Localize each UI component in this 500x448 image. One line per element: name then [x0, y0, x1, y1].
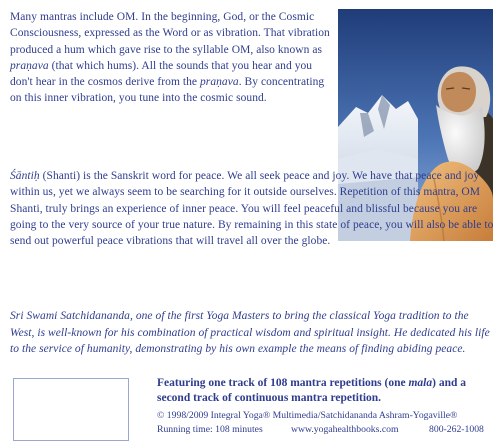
pranava-term-2: praṇava	[200, 76, 239, 89]
info-line	[157, 424, 484, 436]
intro-text-3: . By concentrating on this inner vibration, you tune into the cosmic sound.	[10, 76, 325, 105]
intro-text-1: Many mantras include OM. In the beginning, God, or the Cosmic Consciousness, expressed as the Word or as vibration. That vibration produced a hum which gave rise to the syllable OM, also known as	[10, 11, 330, 56]
biography-paragraph: Sri Swami Satchidananda, one of the first Yoga Masters to bring the classical Yoga tradition to the West, is well-known for his combination of practical wisdom and spiritual insight. He dedicated his life to the service of humanity, demonstrating by his own example the means of finding abiding peace.	[10, 310, 490, 356]
phone-number: 800-262-1008	[429, 424, 484, 435]
shantih-term: Śāntiḥ	[10, 170, 40, 182]
website-link[interactable]: www.yogahealthbooks.com	[291, 424, 399, 435]
feature-text-2: ) and a second track of continuous mantra repetition.	[157, 377, 466, 404]
intro-paragraph	[10, 9, 332, 107]
face	[441, 72, 476, 112]
intro-text-2: (that which hums). All the sounds that you hear and you don't hear in the cosmos derive from the	[10, 59, 313, 89]
placeholder-box	[13, 378, 129, 441]
pranava-term-1: praṇava	[10, 59, 49, 72]
feature-text-1: Featuring one track of 108 mantra repetitions (one	[157, 377, 409, 389]
copyright-line: © 1998/2009 Integral Yoga® Multimedia/Satchidananda Ashram-Yogaville®	[157, 410, 458, 421]
shanti-text: (Shanti) is the Sanskrit word for peace. We all seek peace and joy. We have that peace and joy within us, yet we always seem to be searching for it outside ourselves. Repetition of this mantra, OM Shanti, truly brings an experience of inner peace. You will feel peaceful and blissful because you are going to the very source of your true nature. By remaining in this state of peace, you will also be able to send out powerful peace vibrations that will travel all over the globe.	[10, 170, 494, 248]
running-time: Running time: 108 minutes	[157, 424, 263, 435]
feature-description	[157, 376, 493, 406]
shanti-paragraph	[10, 168, 494, 249]
mala-term: mala	[408, 377, 433, 389]
